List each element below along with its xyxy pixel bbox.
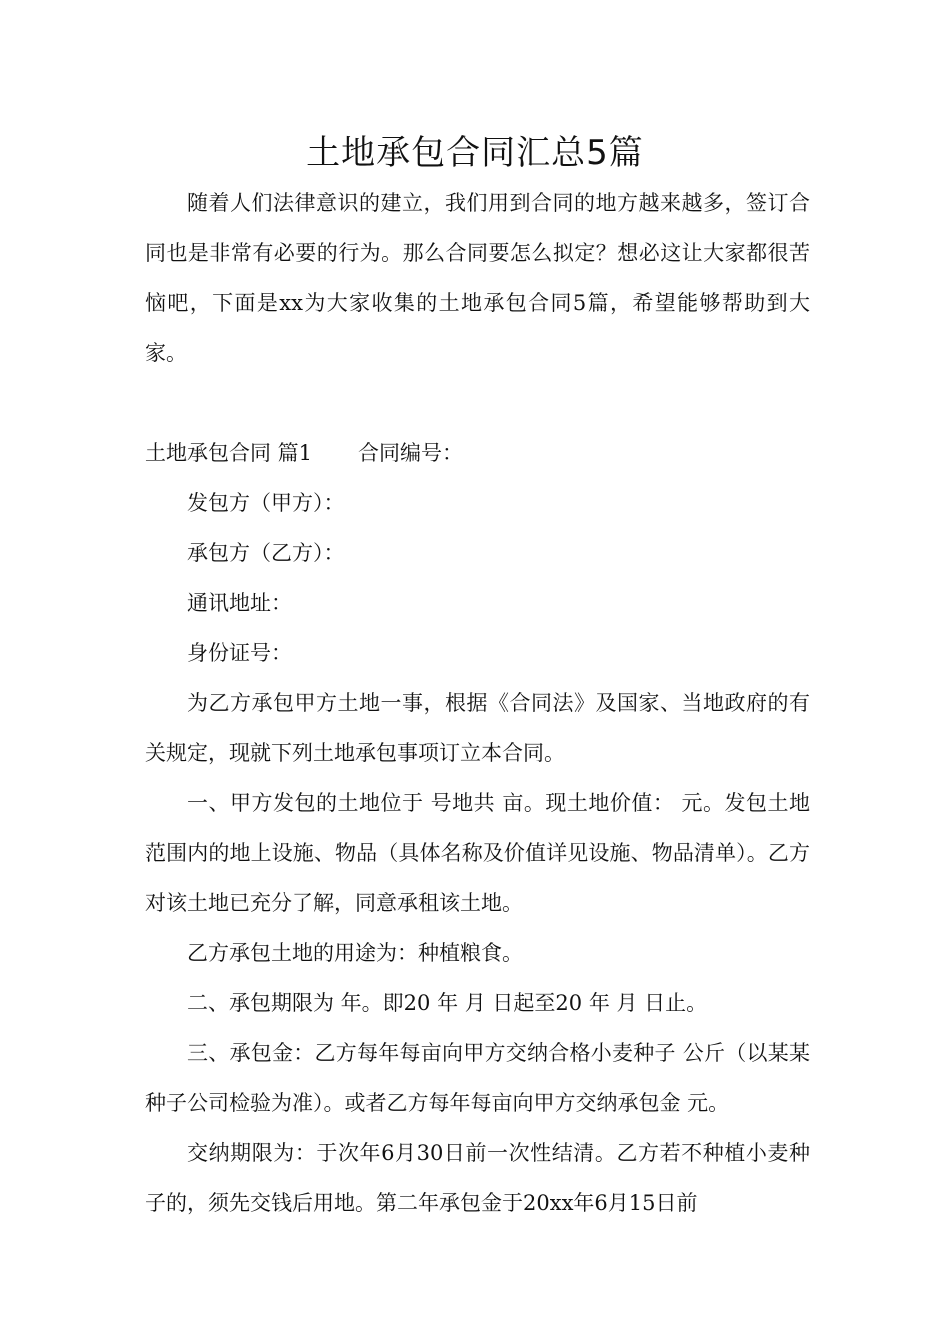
section-heading-line bbox=[145, 428, 810, 478]
clause-1-land-location: 一、甲方发包的土地位于 号地共 亩。现土地价值： 元。发包土地范围内的地上设施、物品（具体名称及价值详见设施、物品清单）。乙方对该土地已充分了解，同意承租该土地。 bbox=[145, 791, 810, 915]
clause-payment-deadline: 交纳期限为：于次年6月30日前一次性结清。乙方若不种植小麦种子的，须先交钱后用地。第二年承包金于20xx年6月15日前 bbox=[145, 1141, 810, 1215]
blank-line bbox=[145, 378, 810, 428]
field-party-a: 发包方（甲方）： bbox=[187, 491, 345, 515]
document-body bbox=[145, 178, 810, 1228]
field-id-number: 身份证号： bbox=[187, 641, 292, 665]
field-party-b: 承包方（乙方）： bbox=[187, 541, 345, 565]
clause-2-term: 二、承包期限为 年。即20 年 月 日起至20 年 月 日止。 bbox=[187, 991, 708, 1015]
section-heading: 土地承包合同 篇1 bbox=[145, 441, 313, 465]
clause-preamble: 为乙方承包甲方土地一事，根据《合同法》及国家、当地政府的有关规定，现就下列土地承包事项订立本合同。 bbox=[145, 691, 810, 765]
clause-3-fee: 三、承包金：乙方每年每亩向甲方交纳合格小麦种子 公斤（以某某种子公司检验为准）。或者乙方每年每亩向甲方交纳承包金 元。 bbox=[145, 1041, 810, 1115]
field-address: 通讯地址： bbox=[187, 591, 292, 615]
intro-paragraph: 随着人们法律意识的建立，我们用到合同的地方越来越多，签订合同也是非常有必要的行为。那么合同要怎么拟定？想必这让大家都很苦恼吧，下面是xx为大家收集的土地承包合同5篇，希望能够帮助到大家。 bbox=[145, 191, 810, 365]
clause-land-use: 乙方承包土地的用途为：种植粮食。 bbox=[187, 941, 523, 965]
document-title: 土地承包合同汇总5篇 bbox=[306, 133, 644, 173]
contract-number-label: 合同编号： bbox=[358, 441, 464, 465]
